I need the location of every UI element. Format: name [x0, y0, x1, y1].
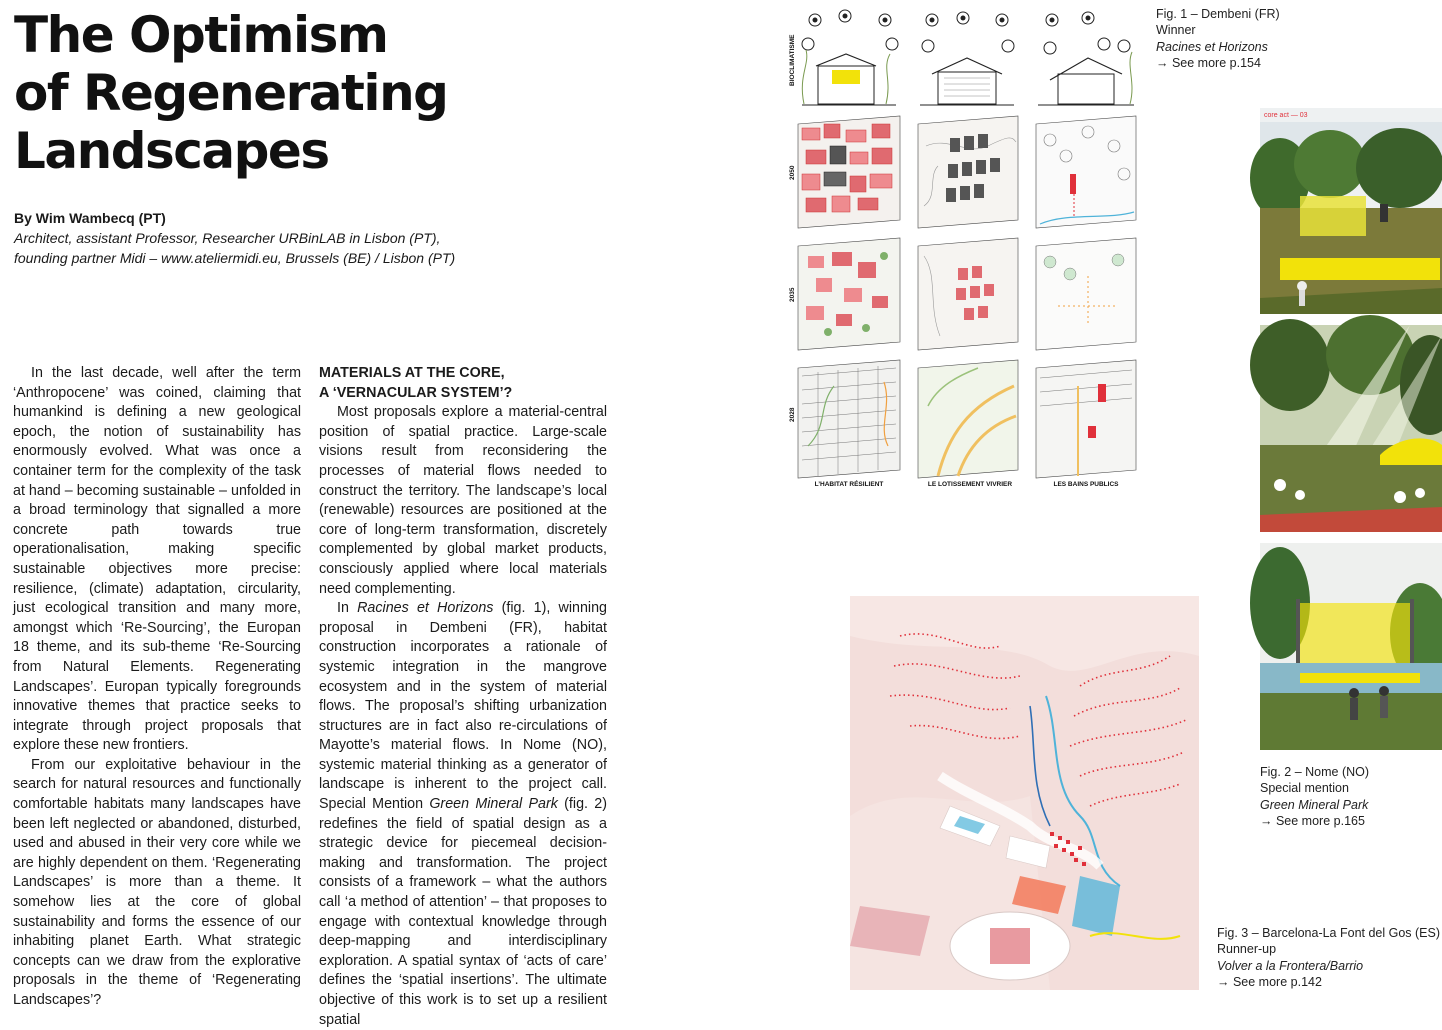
body-column-1	[13, 364, 301, 1011]
plan-2028-habitat	[798, 360, 900, 478]
figure-2-collage-2	[1260, 325, 1442, 532]
figure-1-drawing-grid	[788, 6, 1143, 494]
plan-2028-lotissement	[918, 360, 1018, 478]
project-name-racines: Racines et Horizons	[357, 600, 494, 617]
figure-2-collage-3	[1260, 543, 1442, 750]
plan-2035-bains	[1036, 238, 1136, 350]
fig3-title: Fig. 3 – Barcelona-La Font del Gos (ES)	[1217, 926, 1441, 940]
paragraph-intro: In the last decade, well after the term ‘Anthropocene’ was coined, claiming that humankind is defining a new geological epoch, the notion of sustainability has enormously evolved. What was once a container term for the complexity of the task at hand – becoming sustainable – unfolded in a broad terminology that signalled a more concrete path towards true operationalisation, making specific sustainable objectives more precise: resilience, (climate) adaptation, circularity, just ecological transition and many more, amongst which ‘Re-Sourcing’, the Europan 18 theme, and its sub-theme ‘Re-Sourcing from Natural Elements. Regenerating Landscapes’. Europan typically foregrounds innovative themes that practice seeks to integrate through project proposals that explore these new frontiers.	[13, 365, 301, 754]
plan-2050-habitat	[798, 116, 900, 228]
title-line-3: Landscapes	[14, 122, 329, 180]
author-role-line-1: Architect, assistant Professor, Researcher URBinLAB in Lisbon (PT),	[14, 230, 441, 246]
plan-2050-lotissement	[918, 116, 1018, 228]
paragraph-materials: Most proposals explore a material-central position of spatial practice. Large-scale visions result from reconsidering the processes of material flows needed to construct the territory. The landscape’s local (renewable) resources are positioned at the core of long-term transformation, discretely complemented by global market products, consciously applied where local materials need complementing.	[319, 404, 607, 597]
plan-2035-lotissement	[918, 238, 1018, 350]
fig3-project: Volver a la Frontera/Barrio	[1217, 958, 1364, 973]
figure-2-caption	[1260, 764, 1369, 830]
title-line-1: The Optimism	[14, 6, 388, 64]
collage-header-text: core act — 03	[1264, 112, 1308, 119]
section-heading-line-1: MATERIALS AT THE CORE,	[319, 365, 505, 381]
row-label-2050: 2050	[789, 165, 796, 180]
author-name: By Wim Wambecq (PT)	[14, 210, 166, 226]
col-label-lotissement: LE LOTISSEMENT VIVRIER	[927, 481, 1013, 488]
section-heading	[319, 364, 607, 403]
title-line-2: of Regenerating	[14, 64, 448, 122]
p2-mid: (fig. 1), winning proposal in Dembeni (FR), habitat construction incorporates a rationale of systemic integration in the mangrove ecosystem and in the system of material flows. The proposal’s shifting urbanization structures are in fact also re-circulations of Mayotte’s material flows. In Nome (NO), systemic material thinking as a generator of landscape is inherent to the project call. Special Mention	[319, 600, 607, 813]
row-label-2028: 2028	[789, 407, 796, 422]
p2-post: (fig. 2) redefines the field of spatial design as a strategic device for piecemeal decision-making and transformation. The project consists of a framework – what the authors call ‘a method of attention’ – that proposes to engage with contextual knowledge through deep-mapping and interdisciplinary exploration. A spatial syntax of ‘acts of care’ defines the ‘spatial insertions’. The ultimate objective of this work is to set up a resilient spatial	[319, 796, 607, 1028]
bioclimatic-section-3	[1038, 12, 1134, 105]
fig1-project: Racines et Horizons	[1156, 39, 1268, 54]
col-label-bains: LES BAINS PUBLICS	[1053, 481, 1119, 488]
author-role-line-2: founding partner Midi – www.ateliermidi.eu, Brussels (BE) / Lisbon (PT)	[14, 250, 456, 266]
article-title	[14, 6, 474, 180]
plan-2028-bains	[1036, 360, 1136, 478]
bioclimatic-section-1	[798, 8, 900, 108]
byline	[14, 208, 484, 268]
body-column-2	[319, 364, 607, 1030]
fig2-title: Fig. 2 – Nome (NO)	[1260, 765, 1370, 779]
project-name-green-mineral: Green Mineral Park	[429, 796, 558, 813]
figure-2-collage-1	[1260, 108, 1442, 314]
fig3-award: Runner-up	[1217, 942, 1277, 957]
fig2-see-more-link[interactable]: → See more p.165	[1260, 814, 1365, 829]
fig2-project: Green Mineral Park	[1260, 797, 1369, 812]
paragraph-racines	[319, 599, 607, 1030]
fig1-award: Winner	[1156, 23, 1196, 38]
p2-pre: In	[337, 600, 358, 617]
fig1-title: Fig. 1 – Dembeni (FR)	[1156, 7, 1280, 21]
fig3-see-more-link[interactable]: → See more p.142	[1217, 975, 1322, 990]
figure-3-aerial-map	[850, 596, 1199, 990]
bioclimatic-section-2	[920, 12, 1014, 105]
fig2-award: Special mention	[1260, 781, 1349, 796]
row-label-2035: 2035	[789, 287, 796, 302]
paragraph-exploitative: From our exploitative behaviour in the search for natural resources and functionally comfortable habitats many landscapes have been left neglected or abandoned, disturbed, used and abused in their very core while we are highly dependent on them. ‘Regenerating Landscapes’ is more than a theme. It somehow lies at the core of global sustainability and forms the essence of our inhabiting planet Earth. What strategic concepts can we draw from the explorative proposals in the theme of ‘Regenerating Landscapes’?	[13, 756, 301, 1008]
plan-2035-habitat	[798, 238, 900, 350]
figure-3-caption	[1217, 925, 1440, 991]
fig1-see-more-link[interactable]: → See more p.154	[1156, 56, 1261, 71]
plan-2050-bains	[1036, 116, 1136, 228]
section-heading-line-2: A ‘VERNACULAR SYSTEM’?	[319, 384, 513, 401]
figure-1-caption	[1156, 6, 1280, 72]
row-label-bioclimatisme: BIOCLIMATISME	[789, 34, 796, 86]
col-label-habitat: L’HABITAT RÉSILIENT	[814, 481, 884, 488]
